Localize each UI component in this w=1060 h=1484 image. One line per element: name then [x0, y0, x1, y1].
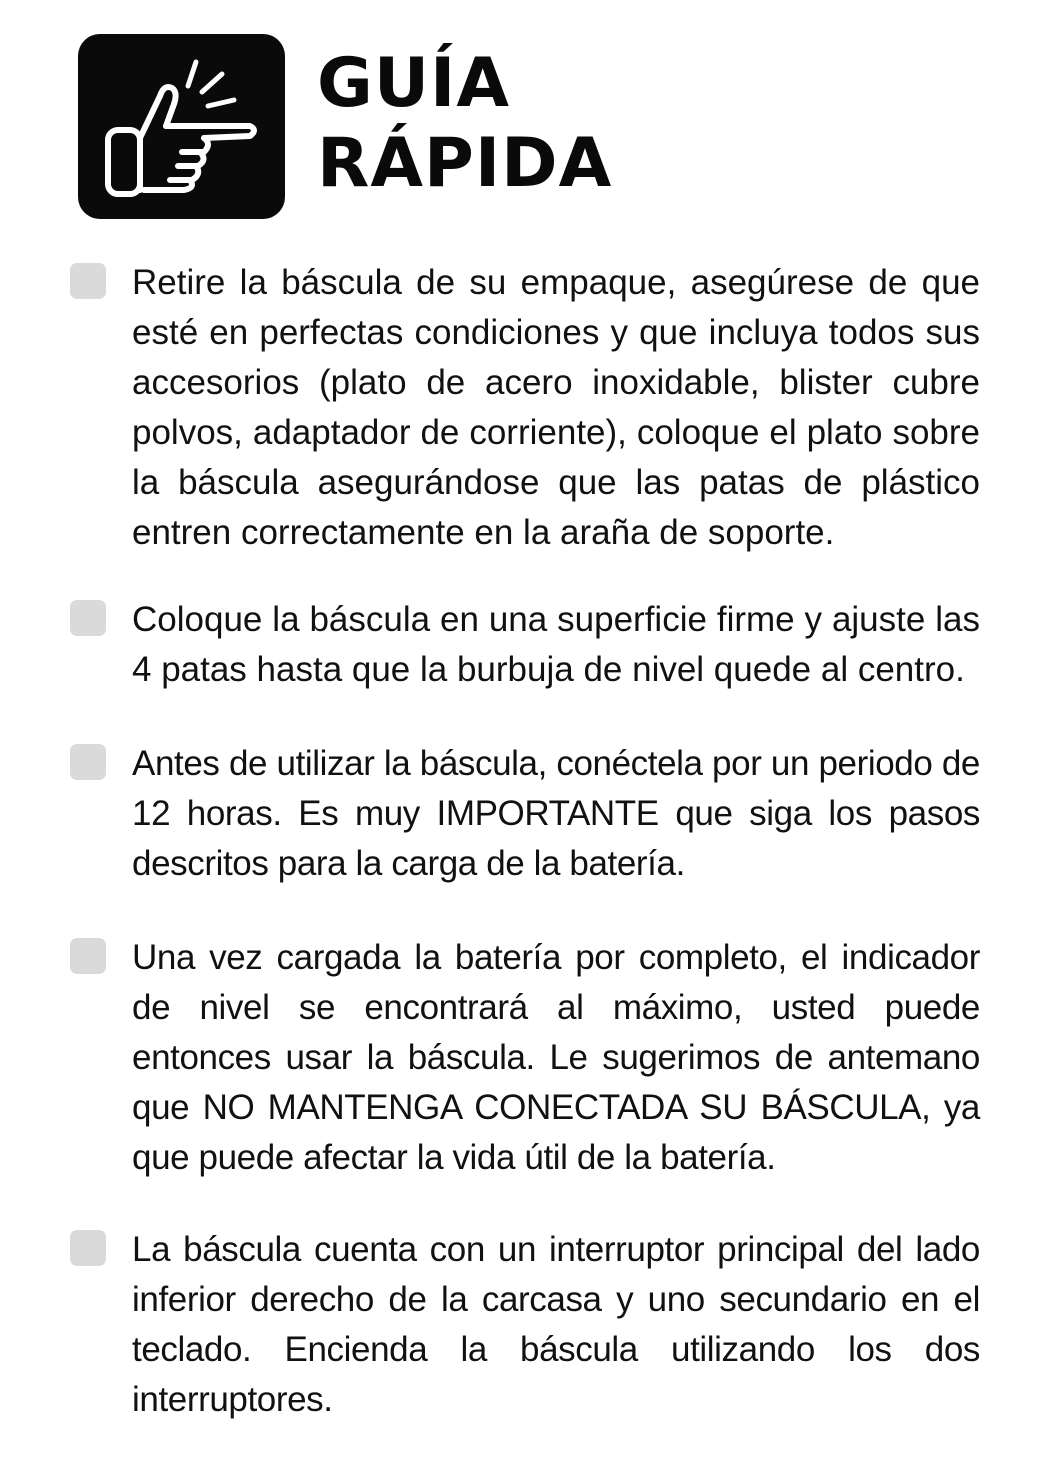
- step-checkbox[interactable]: [70, 938, 106, 974]
- step-checkbox[interactable]: [70, 1230, 106, 1266]
- steps-list: [70, 258, 980, 1462]
- step-checkbox[interactable]: [70, 744, 106, 780]
- logo-badge: [78, 34, 285, 219]
- step-checkbox[interactable]: [70, 263, 106, 299]
- step-text: Una vez cargada la batería por completo, el indicador de nivel se encontrará al máximo, usted puede entonces usar la báscula. Le sugerimos de antemano que NO MANTENGA CONECTADA SU BÁSCULA, ya que puede afectar la vida útil de la batería.: [132, 938, 980, 1177]
- title-line-1: GUÍA: [317, 44, 510, 123]
- step-item: [70, 739, 980, 889]
- step-item: [70, 1225, 980, 1425]
- step-item: [70, 258, 980, 558]
- step-text: Retire la báscula de su empaque, asegúrese de que esté en perfectas condiciones y que incluya todos sus accesorios (plato de acero inoxidable, blister cubre polvos, adaptador de corriente), coloque el plato sobre la báscula asegurándose que las patas de plástico entren correctamente en la araña de soporte.: [132, 263, 980, 552]
- step-checkbox[interactable]: [70, 600, 106, 636]
- step-text: Antes de utilizar la báscula, conéctela por un periodo de 12 horas. Es muy IMPORTANTE que siga los pasos descritos para la carga de la batería.: [132, 744, 980, 883]
- title-line-2: RÁPIDA: [317, 124, 613, 203]
- step-item: [70, 933, 980, 1183]
- pointing-hand-icon: [78, 34, 285, 219]
- step-item: [70, 595, 980, 695]
- header: [78, 34, 612, 219]
- page-title: [317, 44, 612, 204]
- step-text: Coloque la báscula en una superficie firme y ajuste las 4 patas hasta que la burbuja de nivel quede al centro.: [132, 600, 980, 689]
- step-text: La báscula cuenta con un interruptor principal del lado inferior derecho de la carcasa y uno secundario en el teclado. Encienda la báscula utilizando los dos interruptores.: [132, 1230, 980, 1419]
